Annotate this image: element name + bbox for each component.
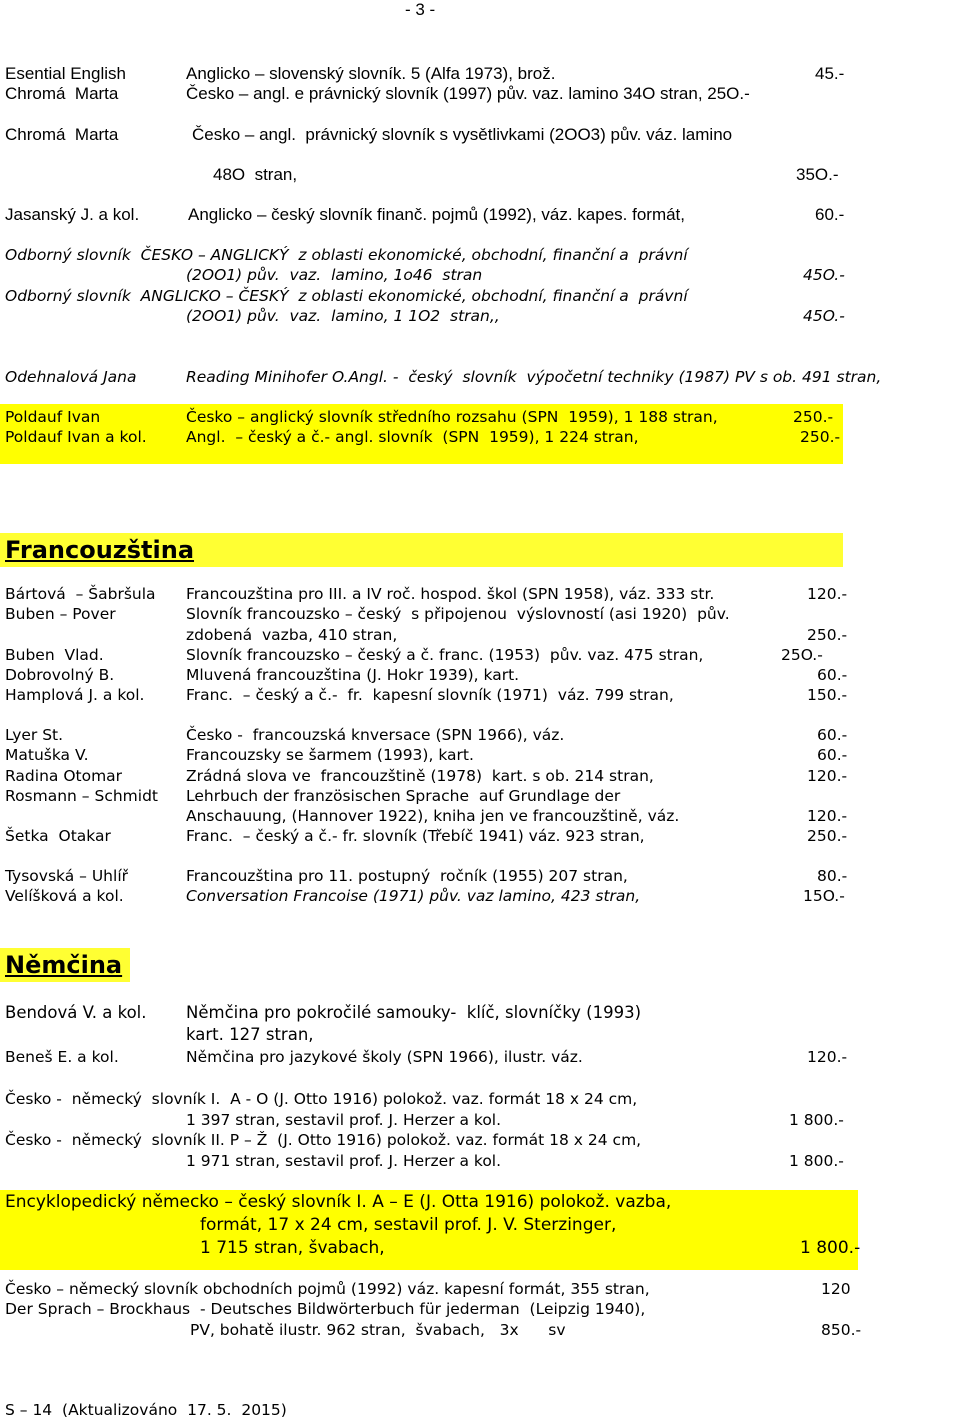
- page-number: - 3 -: [405, 0, 436, 19]
- entry-title: Slovník francouzsko – český s připojenou výslovností (asi 1920) pův.: [186, 605, 730, 623]
- entry-author: Lyer St.: [5, 726, 64, 744]
- entry-price: 850.-: [821, 1321, 862, 1339]
- entry-author: Poldauf Ivan: [5, 408, 101, 426]
- entry-line: Der Sprach – Brockhaus - Deutsches Bildwörterbuch für jederman (Leipzig 1940),: [5, 1300, 646, 1318]
- entry-line: 1 715 stran, švabach,: [200, 1238, 385, 1258]
- entry-author: Hamplová J. a kol.: [5, 686, 145, 704]
- entry-title: Anglicko – slovenský slovník. 5 (Alfa 1973), brož.: [186, 64, 556, 83]
- entry-title-cont: Anschauung, (Hannover 1922), kniha jen ve francouzštině, váz.: [186, 807, 680, 825]
- entry-line: Encyklopedický německo – český slovník I. A – E (J. Otta 1916) polokož. vazba,: [5, 1192, 672, 1212]
- entry-line: PV, bohatě ilustr. 962 stran, švabach, 3x sv: [190, 1321, 566, 1339]
- entry-price: 120.-: [807, 585, 848, 603]
- entry-price: 150.-: [807, 686, 848, 704]
- entry-price: 120.-: [807, 1048, 848, 1066]
- entry-title: Němčina pro pokročilé samouky- klíč, slovníčky (1993): [186, 1003, 642, 1022]
- entry-title: Zrádná slova ve francouzštině (1978) kart. s ob. 214 stran,: [186, 767, 654, 785]
- entry-line: Odborný slovník ANGLICKO – ČESKÝ z oblasti ekonomické, obchodní, finanční a právní: [5, 287, 688, 305]
- entry-price: 60.-: [817, 726, 848, 744]
- entry-author: Šetka Otakar: [5, 827, 111, 845]
- entry-price: 1 800.-: [789, 1152, 844, 1170]
- entry-line: Odborný slovník ČESKO – ANGLICKÝ z oblasti ekonomické, obchodní, finanční a právní: [5, 246, 688, 264]
- entry-author: Jasanský J. a kol.: [5, 205, 140, 224]
- entry-price: 120.-: [807, 807, 848, 825]
- entry-title: Česko - francouzská knversace (SPN 1966), váz.: [186, 726, 565, 744]
- entry-price: 15O.-: [803, 887, 845, 905]
- entry-price: 120.-: [807, 767, 848, 785]
- entry-author: Dobrovolný B.: [5, 666, 115, 684]
- entry-price: 250.-: [793, 408, 834, 426]
- entry-price: 35O.-: [796, 165, 839, 184]
- entry-price: 250.-: [807, 626, 848, 644]
- entry-title: Francouzština pro III. a IV roč. hospod. škol (SPN 1958), váz. 333 str.: [186, 585, 715, 603]
- entry-title: Anglicko – český slovník finanč. pojmů (1992), váz. kapes. formát,: [188, 205, 686, 224]
- entry-title: Česko – anglický slovník středního rozsahu (SPN 1959), 1 188 stran,: [186, 408, 718, 426]
- entry-author: Radina Otomar: [5, 767, 123, 785]
- entry-line: formát, 17 x 24 cm, sestavil prof. J. V. Sterzinger,: [200, 1215, 617, 1235]
- entry-author: Odehnalová Jana: [5, 368, 137, 386]
- entry-author: Chromá Marta: [5, 84, 119, 103]
- footer: S – 14 (Aktualizováno 17. 5. 2015): [5, 1401, 287, 1419]
- section-heading-german: Němčina: [5, 951, 123, 979]
- entry-author: Poldauf Ivan a kol.: [5, 428, 147, 446]
- entry-title: Franc. – český a č.- fr. slovník (Třebíč 1941) váz. 923 stran,: [186, 827, 645, 845]
- entry-price: 80.-: [817, 867, 848, 885]
- entry-price: 45.-: [815, 64, 845, 83]
- entry-price: 250.-: [800, 428, 841, 446]
- section-heading-french: Francouzština: [5, 536, 195, 564]
- entry-title: Česko – angl. e právnický slovník (1997) pův. vaz. lamino 34O stran, 25O.-: [186, 84, 750, 103]
- entry-line: Česko - německý slovník I. A - O (J. Otto 1916) polokož. vaz. formát 18 x 24 cm,: [5, 1090, 638, 1108]
- entry-price: 1 800.-: [800, 1238, 861, 1258]
- entry-title: Mluvená francouzština (J. Hokr 1939), kart.: [186, 666, 520, 684]
- entry-author: Chromá Marta: [5, 125, 119, 144]
- entry-author: Bendová V. a kol.: [5, 1003, 147, 1022]
- entry-title-cont: 48O stran,: [213, 165, 298, 184]
- entry-title: Slovník francouzsko – český a č. franc. (1953) pův. vaz. 475 stran,: [186, 646, 704, 664]
- entry-author: Velíšková a kol.: [5, 887, 124, 905]
- entry-line: (2OO1) pův. vaz. lamino, 1o46 stran: [186, 266, 483, 284]
- entry-price: 60.-: [817, 666, 848, 684]
- entry-line: 1 397 stran, sestavil prof. J. Herzer a kol.: [186, 1111, 502, 1129]
- entry-price: 60.-: [815, 205, 845, 224]
- entry-title: Franc. – český a č.- fr. kapesní slovník (1971) váz. 799 stran,: [186, 686, 674, 704]
- entry-price: 250.-: [807, 827, 848, 845]
- entry-author: Tysovská – Uhlíř: [5, 867, 128, 885]
- entry-line: (2OO1) pův. vaz. lamino, 1 1O2 stran,,: [186, 307, 500, 325]
- entry-title: Francouzsky se šarmem (1993), kart.: [186, 746, 474, 764]
- entry-author: Bártová – Šabršula: [5, 585, 156, 603]
- entry-title-cont: zdobená vazba, 410 stran,: [186, 626, 398, 644]
- entry-title: Lehrbuch der französischen Sprache auf Grundlage der: [186, 787, 621, 805]
- entry-title: Reading Minihofer O.Angl. - český slovník výpočetní techniky (1987) PV s ob. 491 stran,: [186, 368, 882, 386]
- entry-price: 60.-: [817, 746, 848, 764]
- entry-title: Francouzština pro 11. postupný ročník (1955) 207 stran,: [186, 867, 628, 885]
- entry-line: 1 971 stran, sestavil prof. J. Herzer a kol.: [186, 1152, 502, 1170]
- entry-price: 120: [821, 1280, 851, 1298]
- entry-title: Angl. – český a č.- angl. slovník (SPN 1959), 1 224 stran,: [186, 428, 639, 446]
- entry-price: 45O.-: [803, 266, 845, 284]
- entry-price: 1 800.-: [789, 1111, 844, 1129]
- entry-line: Česko - německý slovník II. P – Ž (J. Otto 1916) polokož. vaz. formát 18 x 24 cm,: [5, 1131, 642, 1149]
- entry-price: 45O.-: [803, 307, 845, 325]
- entry-title-cont: kart. 127 stran,: [186, 1025, 314, 1044]
- entry-title: Němčina pro jazykové školy (SPN 1966), ilustr. váz.: [186, 1048, 583, 1066]
- entry-title: Conversation Francoise (1971) pův. vaz lamino, 423 stran,: [186, 887, 641, 905]
- entry-title: Česko – angl. právnický slovník s vysětlivkami (2OO3) pův. váz. lamino: [192, 125, 733, 144]
- entry-author: Beneš E. a kol.: [5, 1048, 119, 1066]
- entry-author: Matuška V.: [5, 746, 89, 764]
- entry-author: Buben – Pover: [5, 605, 116, 623]
- entry-price: 25O.-: [781, 646, 823, 664]
- entry-line: Česko – německý slovník obchodních pojmů (1992) váz. kapesní formát, 355 stran,: [5, 1280, 650, 1298]
- entry-author: Esential English: [5, 64, 126, 83]
- entry-author: Rosmann – Schmidt: [5, 787, 158, 805]
- entry-author: Buben Vlad.: [5, 646, 104, 664]
